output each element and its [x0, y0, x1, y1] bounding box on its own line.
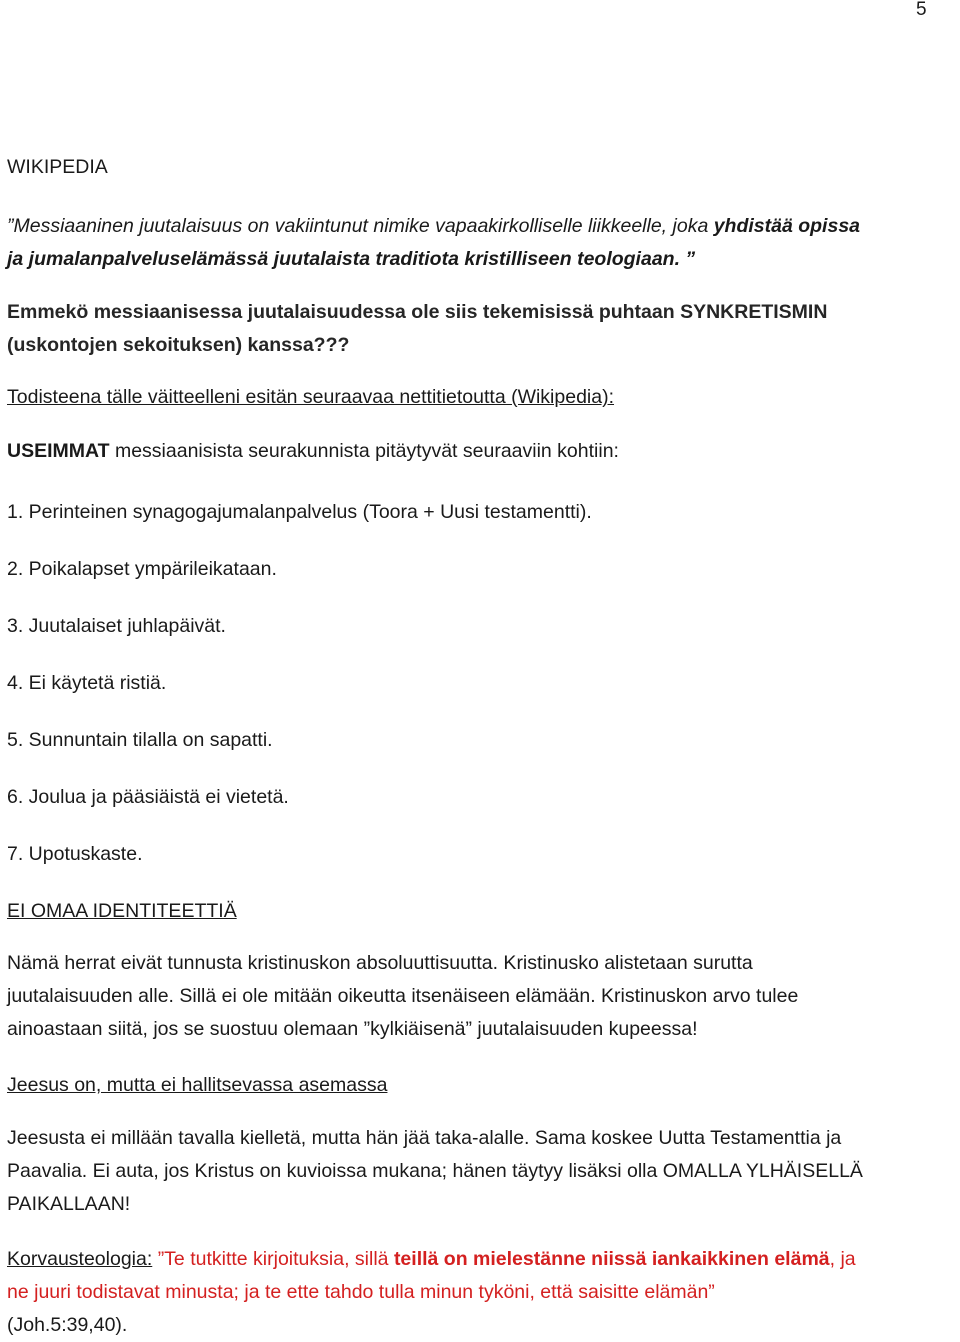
wikipedia-quote: [7, 210, 955, 276]
list-item: 2. Poikalapset ympärileikataan.: [7, 558, 277, 580]
question-line: Emmekö messiaanisessa juutalaisuudessa ole siis tekemisissä puhtaan SYNKRETISMIN: [7, 301, 828, 323]
paragraph-line: Paavalia. Ei auta, jos Kristus on kuvioissa mukana; hänen täytyy lisäksi olla OMALLA YLHÄISELLÄ: [7, 1160, 863, 1182]
quote-emphasis-continued: ja jumalanpalveluselämässä juutalaista traditiota kristilliseen teologiaan.: [7, 248, 680, 270]
quote-close-mark: ”: [685, 248, 696, 270]
source-heading: WIKIPEDIA: [7, 156, 108, 178]
question-line: (uskontojen sekoituksen) kanssa???: [7, 334, 350, 356]
scripture-quote: ”Te tutkitte kirjoituksia, sillä: [157, 1248, 394, 1270]
section-jesus-body: [7, 1122, 955, 1221]
paragraph-line: PAIKALLAAN!: [7, 1193, 131, 1215]
section-identity-body: [7, 947, 955, 1046]
section-heading-identity: EI OMAA IDENTITEETTIÄ: [7, 900, 237, 922]
quote-open-mark: ”: [7, 215, 14, 237]
evidence-intro: Todisteena tälle väitteelleni esitän seuraavaa nettitietoutta (Wikipedia):: [7, 386, 615, 408]
scripture-quote: , ja: [829, 1248, 856, 1270]
paragraph-line: Jeesusta ei millään tavalla kielletä, mutta hän jää taka-alalle. Sama koskee Uutta Testamenttia ja: [7, 1127, 842, 1149]
most-intro-text: messiaanisista seurakunnista pitäytyvät seuraaviin kohtiin:: [109, 440, 619, 462]
quote-emphasis: yhdistää opissa: [713, 215, 861, 237]
synkretism-question: [7, 296, 955, 362]
list-item: 7. Upotuskaste.: [7, 843, 143, 865]
scripture-quote-line: ne juuri todistavat minusta; ja te ette tahdo tulla minun tyköni, että saisitte elämän”: [7, 1281, 715, 1303]
page-number: 5: [916, 0, 927, 20]
paragraph-line: ainoastaan siitä, jos se suostuu olemaan ”kylkiäisenä” juutalaisuuden kupeessa!: [7, 1018, 698, 1040]
section-replacement-theology: [7, 1243, 955, 1342]
list-item: 6. Joulua ja pääsiäistä ei vietetä.: [7, 786, 289, 808]
paragraph-line: juutalaisuuden alle. Sillä ei ole mitään oikeutta itsenäiseen elämään. Kristinuskon arvo tulee: [7, 985, 799, 1007]
scripture-emphasis: teillä on mielestänne niissä iankaikkinen elämä: [393, 1248, 830, 1270]
list-item: 1. Perinteinen synagogajumalanpalvelus (Toora + Uusi testamentti).: [7, 501, 592, 523]
list-item: 3. Juutalaiset juhlapäivät.: [7, 615, 226, 637]
paragraph-line: Nämä herrat eivät tunnusta kristinuskon absoluuttisuutta. Kristinusko alistetaan surutta: [7, 952, 753, 974]
list-item: 5. Sunnuntain tilalla on sapatti.: [7, 729, 273, 751]
section-label: Korvausteologia:: [7, 1248, 153, 1270]
section-heading-jesus: Jeesus on, mutta ei hallitsevassa asemassa: [7, 1074, 388, 1096]
quote-text: Messiaaninen juutalaisuus on vakiintunut nimike vapaakirkolliselle liikkeelle, joka: [13, 215, 714, 237]
most-intro: [7, 437, 955, 465]
list-item: 4. Ei käytetä ristiä.: [7, 672, 167, 694]
scripture-reference: (Joh.5:39,40).: [7, 1314, 128, 1336]
most-intro-bold: USEIMMAT: [7, 440, 110, 462]
